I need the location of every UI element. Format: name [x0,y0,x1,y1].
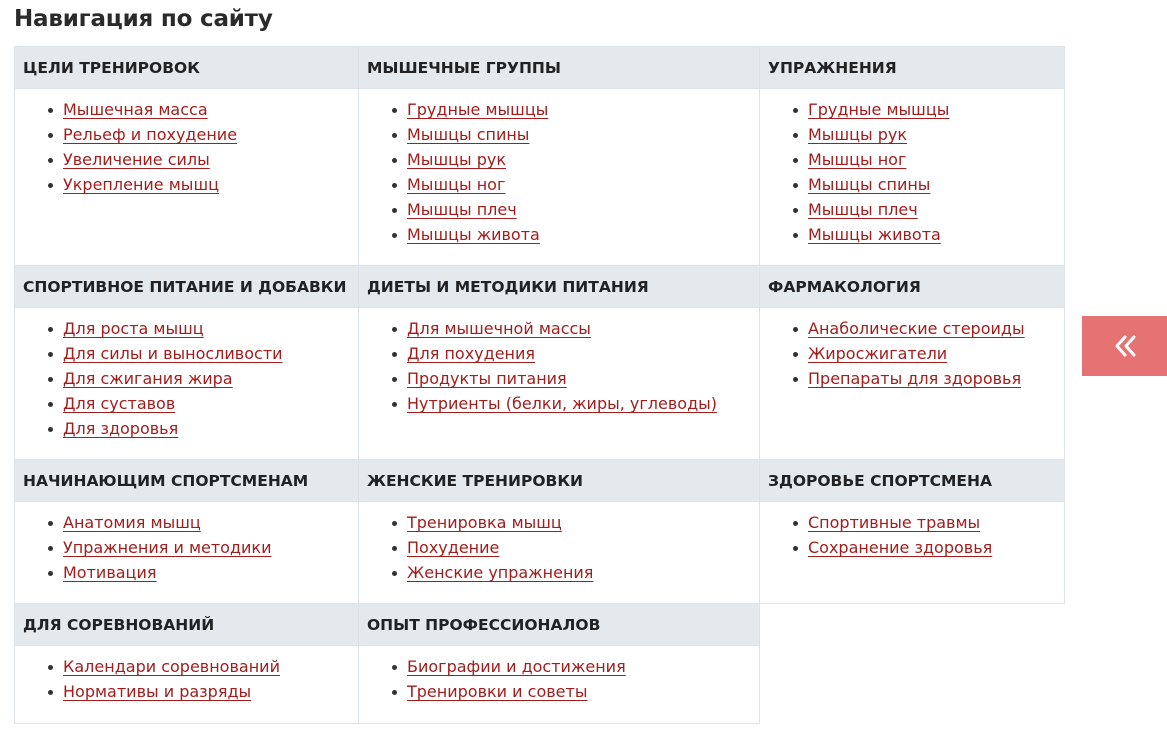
nav-link[interactable]: Мотивация [63,563,157,582]
nav-link[interactable]: Увеличение силы [63,150,210,169]
list-item [407,560,759,585]
list-item [407,366,759,391]
list-item [63,391,358,416]
nav-link[interactable]: Похудение [407,538,500,557]
list-item [63,122,358,147]
nav-link[interactable]: Грудные мышцы [808,100,950,119]
section-link-list [359,502,759,585]
nav-section-training-goals [15,47,359,266]
list-item [407,391,759,416]
list-item [63,147,358,172]
nav-section-exercises [760,47,1065,266]
nav-link[interactable]: Биографии и достижения [407,657,626,676]
list-item [808,222,1064,247]
nav-link[interactable]: Мышцы ног [407,175,506,194]
nav-section-beginners [15,460,359,604]
list-item [808,197,1064,222]
list-item [407,122,759,147]
section-link-list [760,502,1064,560]
section-title: ДИЕТЫ И МЕТОДИКИ ПИТАНИЯ [359,266,759,308]
list-item [808,510,1064,535]
nav-link[interactable]: Жиросжигатели [808,344,948,363]
list-item [407,679,759,704]
nav-link[interactable]: Нормативы и разряды [63,682,252,701]
nav-link[interactable]: Для сжигания жира [63,369,233,388]
list-item [407,654,759,679]
section-title: УПРАЖНЕНИЯ [760,47,1064,89]
list-item [63,416,358,441]
section-title: ЖЕНСКИЕ ТРЕНИРОВКИ [359,460,759,502]
nav-link[interactable]: Упражнения и методики [63,538,272,557]
section-link-list [359,308,759,416]
list-item [808,341,1064,366]
nav-section-pharmacology [760,266,1065,460]
list-item [63,560,358,585]
nav-link[interactable]: Укрепление мышц [63,175,219,194]
nav-link[interactable]: Препараты для здоровья [808,369,1022,388]
nav-link[interactable]: Мышцы рук [808,125,907,144]
list-item [407,172,759,197]
nav-link[interactable]: Для силы и выносливости [63,344,283,363]
nav-link[interactable]: Мышцы спины [407,125,530,144]
page-title: Навигация по сайту [14,6,273,32]
nav-link[interactable]: Для мышечной массы [407,319,591,338]
list-item [808,172,1064,197]
section-title: МЫШЕЧНЫЕ ГРУППЫ [359,47,759,89]
section-link-list [15,502,358,585]
nav-link[interactable]: Для роста мышц [63,319,204,338]
list-item [63,366,358,391]
section-link-list [760,308,1064,391]
list-item [407,341,759,366]
list-item [63,97,358,122]
section-link-list [359,89,759,247]
nav-section-pro-experience [359,604,760,724]
section-title: НАЧИНАЮЩИМ СПОРТСМЕНАМ [15,460,358,502]
nav-link[interactable]: Для похудения [407,344,536,363]
nav-section-competitions [15,604,359,724]
nav-link[interactable]: Женские упражнения [407,563,594,582]
nav-link[interactable]: Мышцы живота [407,225,540,244]
nav-link[interactable]: Грудные мышцы [407,100,549,119]
site-navigation-grid [14,46,1065,724]
list-item [808,316,1064,341]
nav-section-muscle-groups [359,47,760,266]
list-item [63,172,358,197]
list-item [407,222,759,247]
list-item [407,97,759,122]
nav-link[interactable]: Мышцы плеч [808,200,918,219]
section-link-list [15,89,358,197]
nav-link[interactable]: Нутриенты (белки, жиры, углеводы) [407,394,718,413]
nav-link[interactable]: Мышцы спины [808,175,931,194]
section-title: ФАРМАКОЛОГИЯ [760,266,1064,308]
nav-link[interactable]: Мышцы рук [407,150,506,169]
nav-link[interactable]: Рельеф и похудение [63,125,238,144]
list-item [407,535,759,560]
list-item [63,510,358,535]
list-item [63,341,358,366]
list-item [63,316,358,341]
list-item [407,316,759,341]
nav-section-women-training [359,460,760,604]
list-item [63,654,358,679]
nav-link[interactable]: Спортивные травмы [808,513,981,532]
nav-link[interactable]: Для суставов [63,394,176,413]
nav-link[interactable]: Тренировки и советы [407,682,588,701]
nav-link[interactable]: Анатомия мышц [63,513,201,532]
collapse-sidebar-button[interactable] [1082,316,1167,376]
list-item [808,97,1064,122]
nav-link[interactable]: Анаболические стероиды [808,319,1025,338]
nav-section-athlete-health [760,460,1065,604]
double-chevron-left-icon [1110,331,1140,361]
section-link-list [15,308,358,441]
section-title: ЗДОРОВЬЕ СПОРТСМЕНА [760,460,1064,502]
section-title: ДЛЯ СОРЕВНОВАНИЙ [15,604,358,646]
list-item [407,510,759,535]
nav-link[interactable]: Мышцы ног [808,150,907,169]
list-item [63,679,358,704]
list-item [407,197,759,222]
list-item [808,535,1064,560]
nav-link[interactable]: Мышцы живота [808,225,941,244]
nav-link[interactable]: Для здоровья [63,419,179,438]
nav-link[interactable]: Тренировка мышц [407,513,562,532]
list-item [808,366,1064,391]
nav-section-diets [359,266,760,460]
nav-link[interactable]: Продукты питания [407,369,567,388]
empty-cell [760,604,1065,724]
section-title: ОПЫТ ПРОФЕССИОНАЛОВ [359,604,759,646]
section-title: СПОРТИВНОЕ ПИТАНИЕ И ДОБАВКИ [15,266,358,308]
section-link-list [760,89,1064,247]
nav-link[interactable]: Мышечная масса [63,100,208,119]
list-item [407,147,759,172]
section-title: ЦЕЛИ ТРЕНИРОВОК [15,47,358,89]
section-link-list [359,646,759,704]
nav-link[interactable]: Сохранение здоровья [808,538,993,557]
list-item [808,147,1064,172]
nav-section-sports-nutrition [15,266,359,460]
nav-link[interactable]: Мышцы плеч [407,200,517,219]
section-link-list [15,646,358,704]
list-item [63,535,358,560]
list-item [808,122,1064,147]
nav-link[interactable]: Календари соревнований [63,657,280,676]
